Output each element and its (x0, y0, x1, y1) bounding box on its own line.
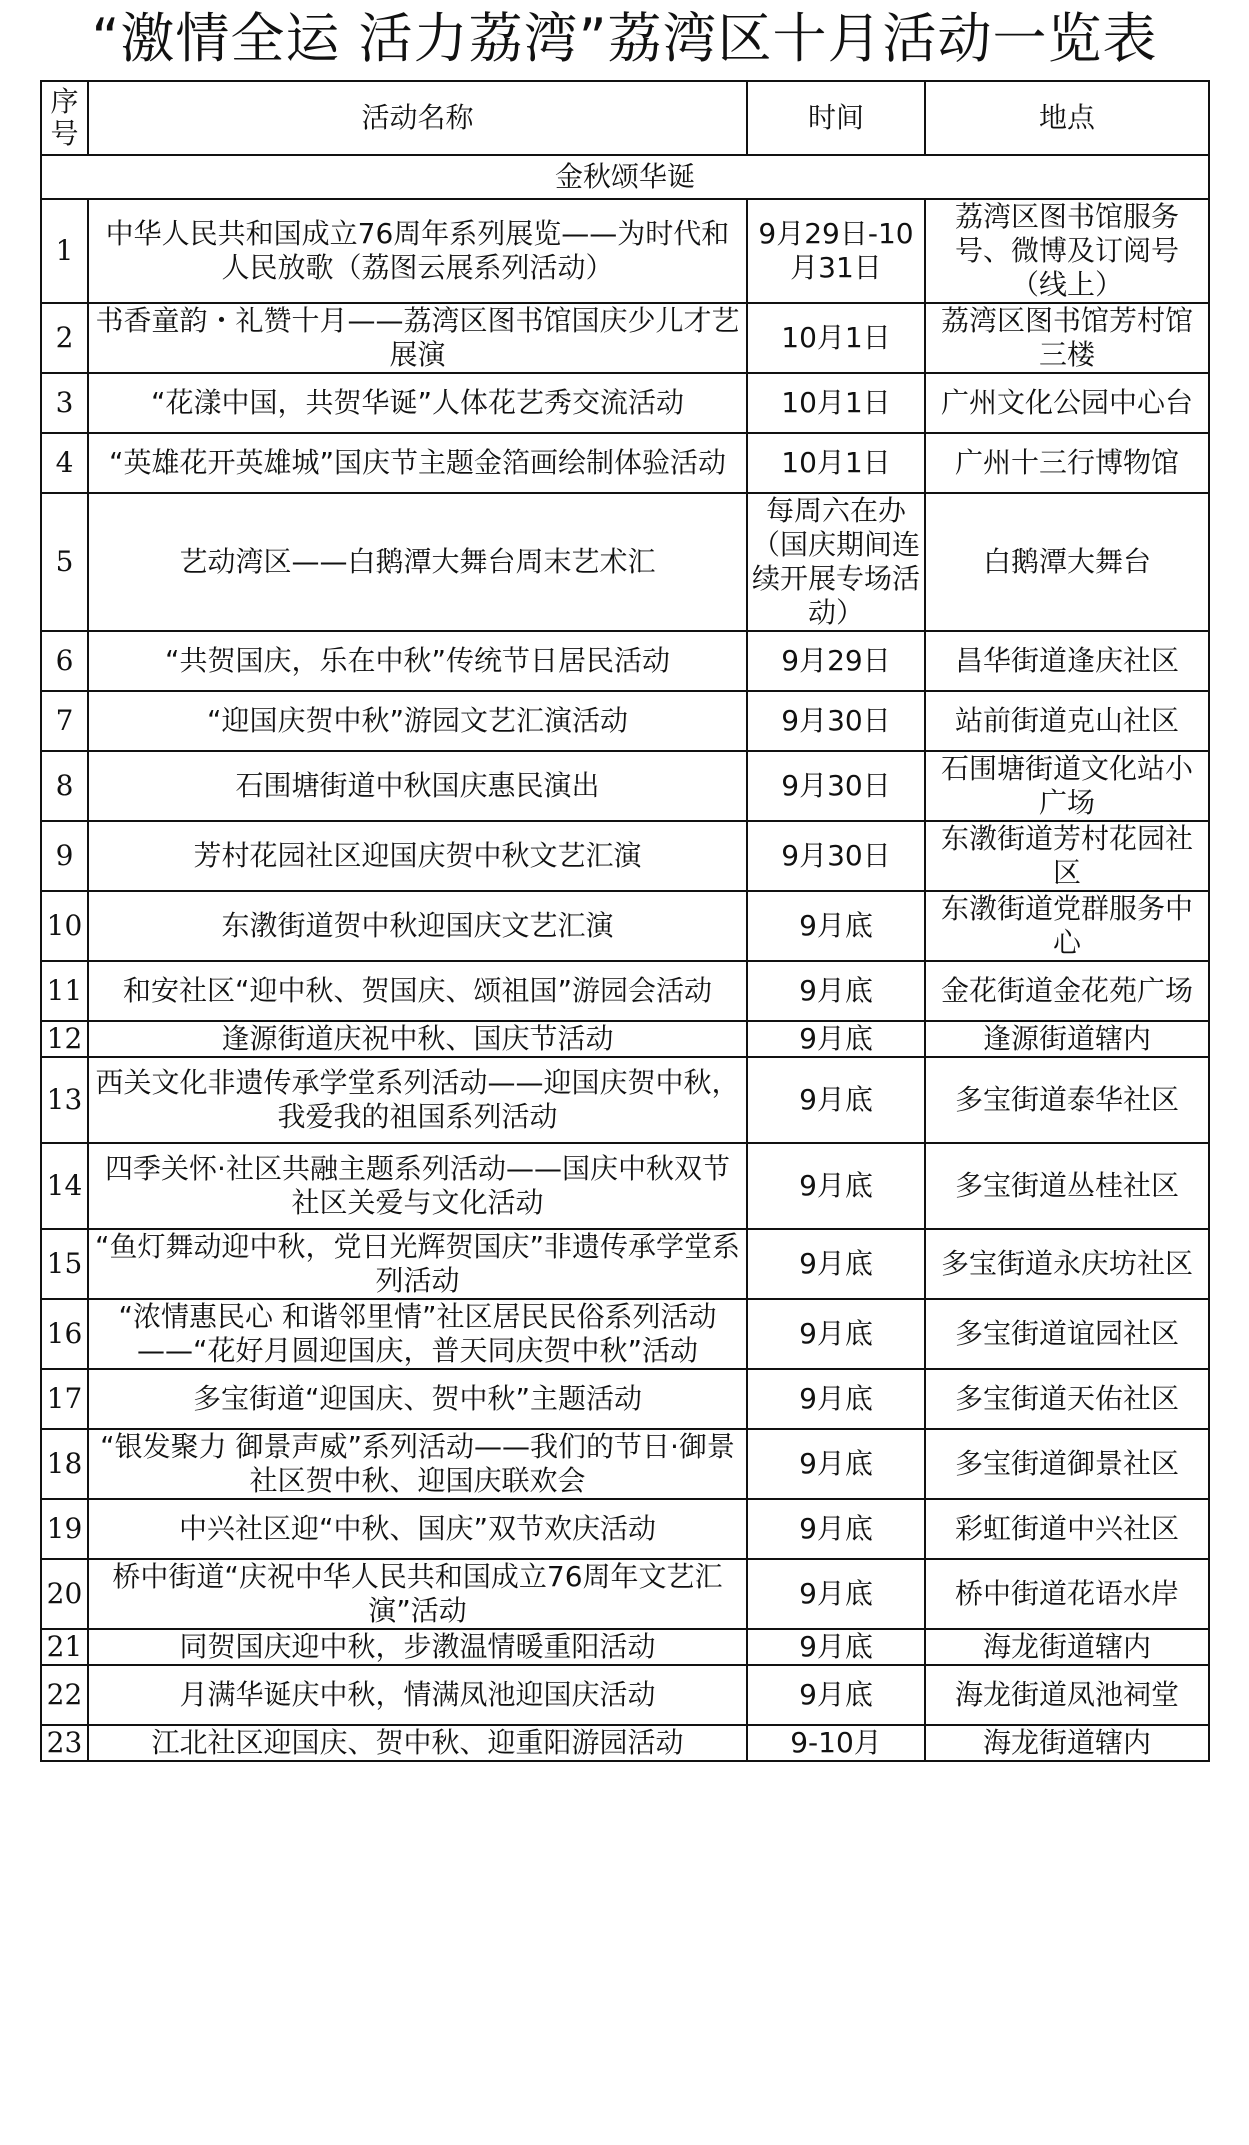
row-place: 海龙街道凤池祠堂 (925, 1665, 1209, 1725)
row-number: 10 (41, 891, 88, 961)
row-place: 多宝街道丛桂社区 (925, 1143, 1209, 1229)
row-time: 9月29日-10月31日 (747, 199, 925, 303)
row-activity-name: “鱼灯舞动迎中秋，党日光辉贺国庆”非遗传承学堂系列活动 (88, 1229, 747, 1299)
section-title: 金秋颂华诞 (41, 155, 1209, 199)
row-activity-name: 和安社区“迎中秋、贺国庆、颂祖国”游园会活动 (88, 961, 747, 1021)
row-time: 9月底 (747, 1429, 925, 1499)
row-time: 9月底 (747, 1057, 925, 1143)
row-activity-name: 艺动湾区——白鹅潭大舞台周末艺术汇 (88, 493, 747, 631)
page-title: “激情全运 活力荔湾”荔湾区十月活动一览表 (91, 7, 1158, 70)
row-place: 荔湾区图书馆服务号、微博及订阅号（线上） (925, 199, 1209, 303)
row-place: 多宝街道谊园社区 (925, 1299, 1209, 1369)
row-number: 15 (41, 1229, 88, 1299)
row-number: 19 (41, 1499, 88, 1559)
row-number: 3 (41, 373, 88, 433)
row-activity-name: 中兴社区迎“中秋、国庆”双节欢庆活动 (88, 1499, 747, 1559)
row-place: 金花街道金花苑广场 (925, 961, 1209, 1021)
row-time: 9月底 (747, 1665, 925, 1725)
row-activity-name: 西关文化非遗传承学堂系列活动——迎国庆贺中秋，我爱我的祖国系列活动 (88, 1057, 747, 1143)
row-time: 10月1日 (747, 373, 925, 433)
table-row (41, 1429, 1209, 1499)
row-activity-name: 多宝街道“迎国庆、贺中秋”主题活动 (88, 1369, 747, 1429)
table-row (41, 1725, 1209, 1761)
row-activity-name: 逢源街道庆祝中秋、国庆节活动 (88, 1021, 747, 1057)
row-activity-name: “共贺国庆，乐在中秋”传统节日居民活动 (88, 631, 747, 691)
row-number: 23 (41, 1725, 88, 1761)
row-time: 9月底 (747, 1021, 925, 1057)
row-place: 广州十三行博物馆 (925, 433, 1209, 493)
row-time: 9月底 (747, 1559, 925, 1629)
table-row (41, 1629, 1209, 1665)
table-row (41, 961, 1209, 1021)
table-row (41, 373, 1209, 433)
table-row (41, 821, 1209, 891)
row-activity-name: 石围塘街道中秋国庆惠民演出 (88, 751, 747, 821)
row-number: 1 (41, 199, 88, 303)
row-activity-name: “英雄花开英雄城”国庆节主题金箔画绘制体验活动 (88, 433, 747, 493)
table-row (41, 1229, 1209, 1299)
table-row (41, 433, 1209, 493)
row-activity-name: 芳村花园社区迎国庆贺中秋文艺汇演 (88, 821, 747, 891)
row-place: 石围塘街道文化站小广场 (925, 751, 1209, 821)
row-number: 21 (41, 1629, 88, 1665)
row-time: 9月底 (747, 1629, 925, 1665)
row-time: 9-10月 (747, 1725, 925, 1761)
row-place: 站前街道克山社区 (925, 691, 1209, 751)
row-activity-name: “花漾中国，共贺华诞”人体花艺秀交流活动 (88, 373, 747, 433)
section-row (41, 155, 1209, 199)
row-place: 多宝街道天佑社区 (925, 1369, 1209, 1429)
row-number: 13 (41, 1057, 88, 1143)
row-time: 9月底 (747, 891, 925, 961)
row-activity-name: “迎国庆贺中秋”游园文艺汇演活动 (88, 691, 747, 751)
header-place: 地点 (925, 81, 1209, 155)
header-time: 时间 (747, 81, 925, 155)
row-activity-name: “浓情惠民心 和谐邻里情”社区居民民俗系列活动——“花好月圆迎国庆，普天同庆贺中秋”活动 (88, 1299, 747, 1369)
row-activity-name: 江北社区迎国庆、贺中秋、迎重阳游园活动 (88, 1725, 747, 1761)
row-place: 白鹅潭大舞台 (925, 493, 1209, 631)
row-place: 海龙街道辖内 (925, 1629, 1209, 1665)
row-activity-name: 东漖街道贺中秋迎国庆文艺汇演 (88, 891, 747, 961)
row-activity-name: 桥中街道“庆祝中华人民共和国成立76周年文艺汇演”活动 (88, 1559, 747, 1629)
table-row (41, 1369, 1209, 1429)
row-time: 9月29日 (747, 631, 925, 691)
table-row (41, 891, 1209, 961)
row-place: 桥中街道花语水岸 (925, 1559, 1209, 1629)
row-place: 广州文化公园中心台 (925, 373, 1209, 433)
table-row (41, 1143, 1209, 1229)
table-row (41, 1299, 1209, 1369)
table-row (41, 751, 1209, 821)
table-row (41, 691, 1209, 751)
row-activity-name: 四季关怀·社区共融主题系列活动——国庆中秋双节社区关爱与文化活动 (88, 1143, 747, 1229)
table-row (41, 631, 1209, 691)
row-time: 9月30日 (747, 821, 925, 891)
row-number: 11 (41, 961, 88, 1021)
row-number: 4 (41, 433, 88, 493)
row-place: 逢源街道辖内 (925, 1021, 1209, 1057)
activity-table (40, 80, 1210, 1762)
row-time: 9月底 (747, 1299, 925, 1369)
table-row (41, 303, 1209, 373)
row-number: 17 (41, 1369, 88, 1429)
row-time: 9月30日 (747, 691, 925, 751)
table-row (41, 199, 1209, 303)
table-row (41, 1559, 1209, 1629)
row-activity-name: 书香童韵・礼赞十月——荔湾区图书馆国庆少儿才艺展演 (88, 303, 747, 373)
row-time: 9月30日 (747, 751, 925, 821)
row-number: 22 (41, 1665, 88, 1725)
row-number: 6 (41, 631, 88, 691)
row-place: 东漖街道党群服务中心 (925, 891, 1209, 961)
row-place: 东漖街道芳村花园社区 (925, 821, 1209, 891)
row-number: 8 (41, 751, 88, 821)
row-time: 9月底 (747, 1369, 925, 1429)
row-time: 每周六在办（国庆期间连续开展专场活动） (747, 493, 925, 631)
row-number: 5 (41, 493, 88, 631)
table-row (41, 1021, 1209, 1057)
row-time: 10月1日 (747, 433, 925, 493)
table-row (41, 1057, 1209, 1143)
row-number: 14 (41, 1143, 88, 1229)
table-row (41, 1499, 1209, 1559)
row-time: 9月底 (747, 1229, 925, 1299)
row-number: 16 (41, 1299, 88, 1369)
row-place: 昌华街道逢庆社区 (925, 631, 1209, 691)
row-time: 9月底 (747, 961, 925, 1021)
row-number: 7 (41, 691, 88, 751)
row-number: 12 (41, 1021, 88, 1057)
row-place: 多宝街道御景社区 (925, 1429, 1209, 1499)
row-place: 荔湾区图书馆芳村馆三楼 (925, 303, 1209, 373)
header-number: 序号 (41, 81, 88, 155)
row-place: 彩虹街道中兴社区 (925, 1499, 1209, 1559)
row-activity-name: “银发聚力 御景声威”系列活动——我们的节日·御景社区贺中秋、迎国庆联欢会 (88, 1429, 747, 1499)
row-place: 多宝街道永庆坊社区 (925, 1229, 1209, 1299)
row-activity-name: 同贺国庆迎中秋，步漖温情暖重阳活动 (88, 1629, 747, 1665)
table-header-row (41, 81, 1209, 155)
row-number: 20 (41, 1559, 88, 1629)
row-time: 9月底 (747, 1499, 925, 1559)
row-place: 多宝街道泰华社区 (925, 1057, 1209, 1143)
row-time: 10月1日 (747, 303, 925, 373)
row-number: 2 (41, 303, 88, 373)
table-row (41, 1665, 1209, 1725)
row-place: 海龙街道辖内 (925, 1725, 1209, 1761)
header-activity-name: 活动名称 (88, 81, 747, 155)
row-activity-name: 中华人民共和国成立76周年系列展览——为时代和人民放歌（荔图云展系列活动） (88, 199, 747, 303)
row-time: 9月底 (747, 1143, 925, 1229)
row-number: 18 (41, 1429, 88, 1499)
row-number: 9 (41, 821, 88, 891)
row-activity-name: 月满华诞庆中秋，情满凤池迎国庆活动 (88, 1665, 747, 1725)
table-row (41, 493, 1209, 631)
